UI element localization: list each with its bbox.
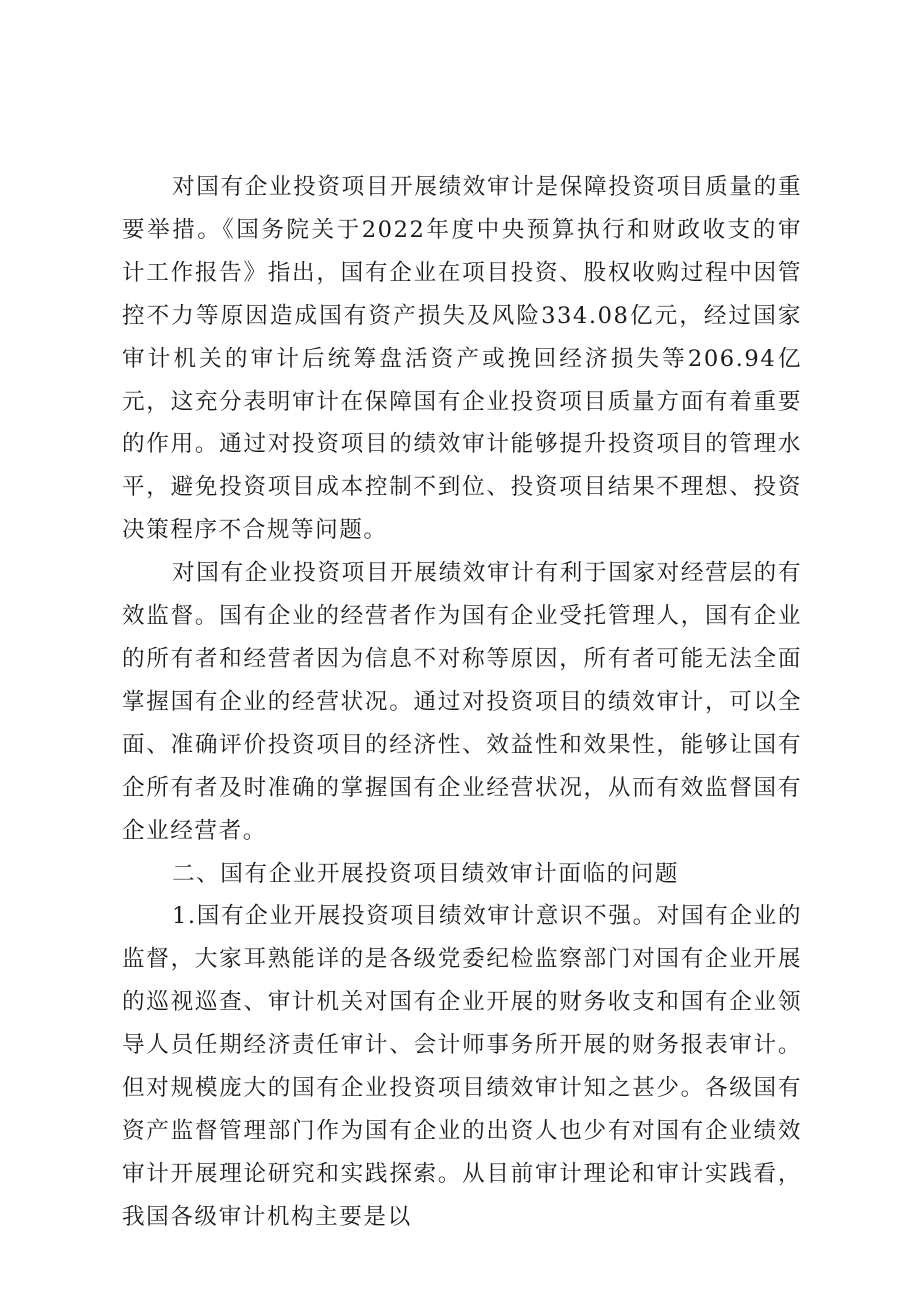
paragraph-importance-of-audit: 对国有企业投资项目开展绩效审计是保障投资项目质量的重要举措。《国务院关于2022年度中央预算执行和财政收支的审计工作报告》指出，国有企业在项目投资、股权收购过程中因管控不力等原因造成国有资产损失及风险334.08亿元，经过国家审计机关的审计后统筹盘活资产或挽回经济损失等206.94亿元，这充分表明审计在保障国有企业投资项目质量方面有着重要的作用。通过对投资项目的绩效审计能够提升投资项目的管理水平，避免投资项目成本控制不到位、投资项目结果不理想、投资决策程序不合规等问题。 — [122, 174, 802, 544]
paragraph-weak-audit-awareness: 1.国有企业开展投资项目绩效审计意识不强。对国有企业的监督，大家耳熟能详的是各级党委纪检监察部门对国有企业开展的巡视巡查、审计机关对国有企业开展的财务收支和国有企业领导人员任期经济责任审计、会计师事务所开展的财务报表审计。但对规模庞大的国有企业投资项目绩效审计知之甚少。各级国有资产监督管理部门作为国有企业的出资人也少有对国有企业绩效审计开展理论研究和实践探索。从目前审计理论和审计实践看，我国各级审计机构主要是以 — [122, 903, 802, 1230]
paragraph-supervision-of-management: 对国有企业投资项目开展绩效审计有利于国家对经营层的有效监督。国有企业的经营者作为国有企业受托管理人，国有企业的所有者和经营者因为信息不对称等原因，所有者可能无法全面掌握国有企业的经营状况。通过对投资项目的绩效审计，可以全面、准确评价投资项目的经济性、效益性和效果性，能够让国有企所有者及时准确的掌握国有企业经营状况，从而有效监督国有企业经营者。 — [122, 560, 802, 844]
document-page — [122, 166, 802, 1239]
section-heading-problems: 二、国有企业开展投资项目绩效审计面临的问题 — [172, 860, 680, 887]
